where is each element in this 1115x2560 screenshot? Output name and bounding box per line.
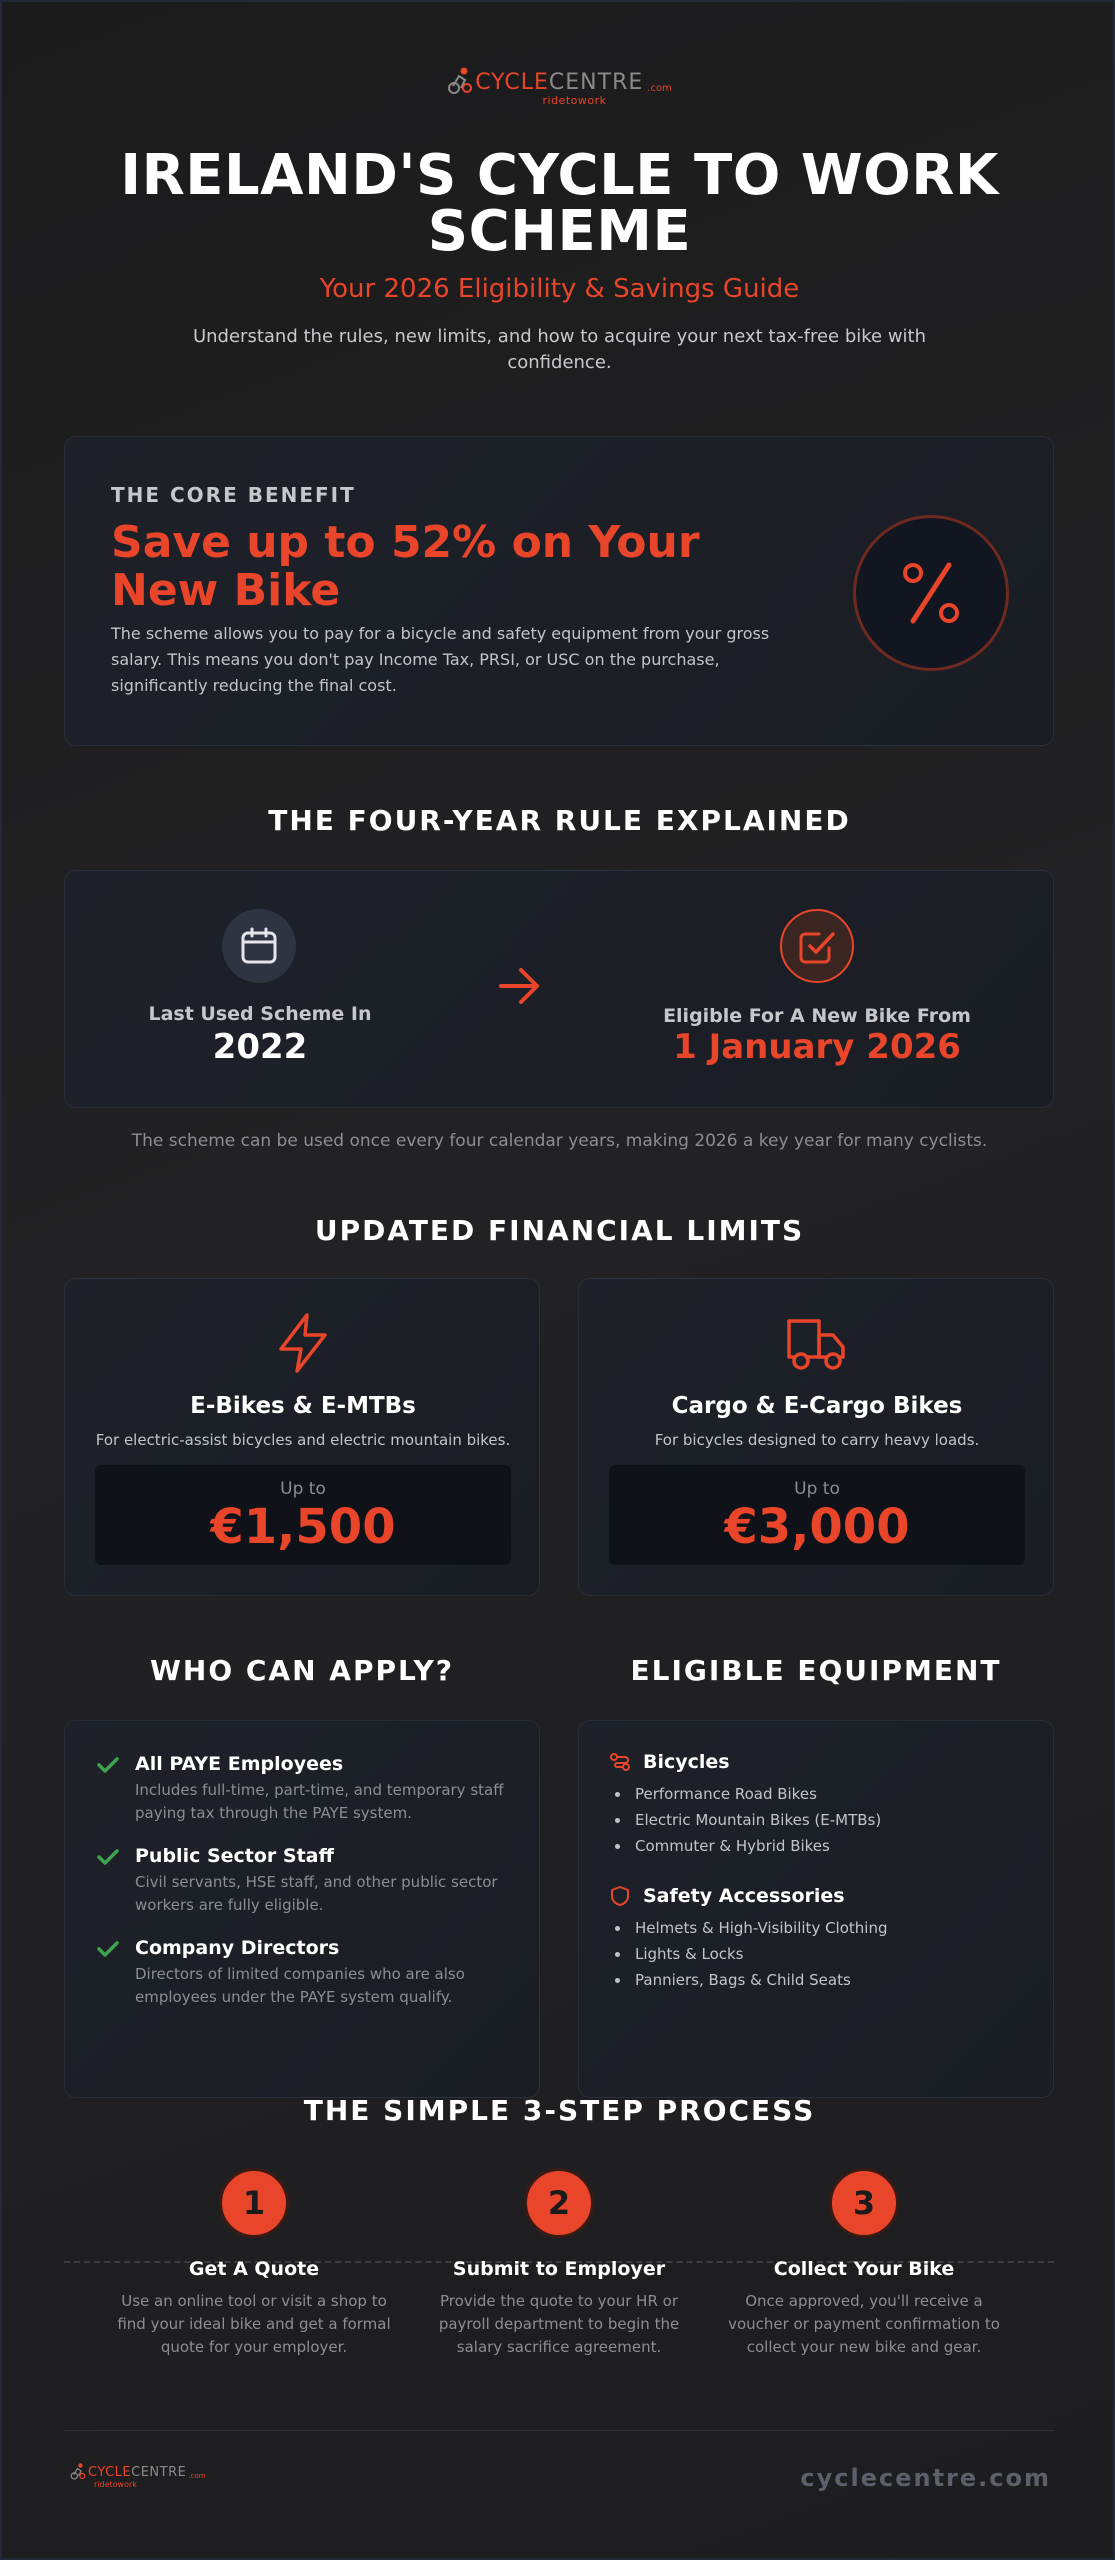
- limit-card-cargo: [578, 1278, 1054, 1596]
- equipment-list-safety: [609, 1915, 1029, 1993]
- footer-url-link[interactable]: cyclecentre.com: [800, 2464, 1051, 2492]
- logo-tagline: ridetowork: [542, 94, 607, 107]
- list-item: Performance Road Bikes: [609, 1781, 1029, 1807]
- step-2-desc-line-2: payroll department to begin the: [438, 2315, 680, 2333]
- percent-icon: [853, 515, 1009, 671]
- limit-title-cargo: Cargo & E-Cargo Bikes: [671, 1393, 963, 1419]
- page-title: [2, 143, 1115, 264]
- apply-card: [64, 1720, 540, 2098]
- process-section-title: THE SIMPLE 3-STEP PROCESS: [303, 2094, 816, 2127]
- price-cargo: €3,000: [724, 1499, 910, 1555]
- core-benefit-headline: [111, 519, 700, 615]
- limit-desc-cargo: For bicycles designed to carry heavy loads.: [654, 1431, 980, 1449]
- page-subtitle: Your 2026 Eligibility & Savings Guide: [319, 274, 800, 304]
- apply-title-directors: Company Directors: [135, 1937, 340, 1959]
- equipment-card: [578, 1720, 1054, 2098]
- logo-word-centre: CENTRE: [548, 70, 644, 95]
- intro-line-1: Understand the rules, new limits, and how to acquire your next tax-free bike with: [192, 326, 927, 347]
- limit-title-ebikes: E-Bikes & E-MTBs: [190, 1393, 416, 1419]
- eligible-date: 1 January 2026: [673, 1027, 961, 1067]
- apply-desc-directors-line-2: employees under the PAYE system qualify.: [135, 1988, 453, 2006]
- last-used-label: Last Used Scheme In: [148, 1003, 372, 1025]
- equipment-group-title-safety: Safety Accessories: [643, 1885, 845, 1907]
- step-3-desc-line-2: voucher or payment confirmation to: [728, 2315, 1000, 2333]
- page-title-line-2: SCHEME: [427, 199, 692, 264]
- equipment-group-safety: [609, 1885, 1029, 1993]
- apply-title-public-sector: Public Sector Staff: [135, 1845, 334, 1867]
- lightning-icon: [273, 1311, 333, 1375]
- core-benefit-body-line-2: salary. This means you don't pay Income Tax, PRSI, or USC on the purchase,: [111, 650, 720, 669]
- footer-divider: [64, 2430, 1054, 2431]
- apply-desc-public-sector: [135, 1871, 498, 1917]
- calendar-icon: [239, 926, 279, 966]
- core-benefit-eyebrow: THE CORE BENEFIT: [111, 483, 356, 507]
- list-item: Helmets & High-Visibility Clothing: [609, 1915, 1029, 1941]
- intro-line-2: confidence.: [507, 352, 612, 373]
- core-benefit-card: [64, 436, 1054, 746]
- calendar-badge: [222, 909, 296, 983]
- step-2-title: Submit to Employer: [452, 2258, 666, 2280]
- cyclist-logo-icon: [70, 2462, 86, 2480]
- step-1-title: Get A Quote: [188, 2258, 320, 2280]
- step-3-desc: [714, 2290, 1014, 2359]
- equipment-section-title: ELIGIBLE EQUIPMENT: [630, 1654, 1002, 1687]
- step-2-desc-line-1: Provide the quote to your HR or: [440, 2292, 678, 2310]
- step-2-circle: 2: [524, 2168, 594, 2238]
- step-1-desc: [104, 2290, 404, 2359]
- cyclist-logo-icon: [447, 66, 473, 94]
- apply-item-directors: [95, 1937, 465, 2009]
- step-3-desc-line-1: Once approved, you'll receive a: [745, 2292, 983, 2310]
- step-1-circle: 1: [219, 2168, 289, 2238]
- footer-logo-domain: .com: [188, 2472, 206, 2480]
- percent-badge: [853, 515, 1009, 671]
- logo-domain: .com: [647, 83, 672, 94]
- apply-section-title: WHO CAN APPLY?: [150, 1654, 454, 1687]
- core-benefit-headline-line-2: New Bike: [111, 565, 341, 616]
- arrow-right-icon: [495, 961, 545, 1011]
- step-2-desc: [409, 2290, 709, 2359]
- apply-desc-paye-line-2: paying tax through the PAYE system.: [135, 1804, 412, 1822]
- price-box-cargo: [609, 1465, 1025, 1565]
- upto-label-ebikes: Up to: [280, 1479, 326, 1499]
- shield-icon: [609, 1885, 631, 1907]
- core-benefit-body: [111, 621, 769, 699]
- footer-logo-word-centre: CENTRE: [131, 2465, 187, 2480]
- step-3-title: Collect Your Bike: [773, 2258, 955, 2280]
- core-benefit-headline-line-1: Save up to 52% on Your: [111, 517, 700, 568]
- apply-desc-directors: [135, 1963, 465, 2009]
- logo-word-cycle: CYCLE: [475, 70, 549, 95]
- apply-item-paye: [95, 1753, 504, 1825]
- limit-card-ebikes: [64, 1278, 540, 1596]
- page-title-line-1: IRELAND'S CYCLE TO WORK: [120, 143, 999, 208]
- core-benefit-body-line-1: The scheme allows you to pay for a bicycle and safety equipment from your gross: [111, 624, 770, 643]
- footer-logo-tagline: ridetowork: [94, 2480, 137, 2489]
- truck-icon: [783, 1313, 849, 1373]
- last-used-year: 2022: [212, 1027, 308, 1067]
- apply-desc-directors-line-1: Directors of limited companies who are also: [135, 1965, 465, 1983]
- equipment-list-bicycles: [609, 1781, 1029, 1859]
- price-ebikes: €1,500: [210, 1499, 396, 1555]
- step-1-desc-line-1: Use an online tool or visit a shop to: [121, 2292, 387, 2310]
- apply-title-paye: All PAYE Employees: [135, 1753, 344, 1775]
- step-3-desc-line-3: collect your new bike and gear.: [746, 2338, 982, 2356]
- limits-section-title: UPDATED FINANCIAL LIMITS: [314, 1214, 805, 1247]
- step-3-circle: 3: [829, 2168, 899, 2238]
- apply-item-public-sector: [95, 1845, 498, 1917]
- upto-label-cargo: Up to: [794, 1479, 840, 1499]
- checkmark-icon: [95, 1937, 135, 1961]
- footer-logo[interactable]: [70, 2462, 206, 2489]
- list-item: Lights & Locks: [609, 1941, 1029, 1967]
- four-year-section-title: THE FOUR-YEAR RULE EXPLAINED: [268, 804, 851, 837]
- core-benefit-body-line-3: significantly reducing the final cost.: [111, 676, 397, 695]
- list-item: Electric Mountain Bikes (E-MTBs): [609, 1807, 1029, 1833]
- price-box-ebikes: [95, 1465, 511, 1565]
- bicycle-icon: [609, 1751, 631, 1773]
- step-2-desc-line-3: salary sacrifice agreement.: [456, 2338, 662, 2356]
- intro-text: [2, 324, 1115, 376]
- apply-desc-public-sector-line-1: Civil servants, HSE staff, and other public sector: [135, 1873, 498, 1891]
- apply-desc-paye: [135, 1779, 504, 1825]
- equipment-group-title-bicycles: Bicycles: [643, 1751, 730, 1773]
- equipment-group-bicycles: [609, 1751, 1029, 1859]
- apply-desc-paye-line-1: Includes full-time, part-time, and temporary staff: [135, 1781, 504, 1799]
- four-year-card: [64, 870, 1054, 1108]
- four-year-note: The scheme can be used once every four calendar years, making 2026 a key year for many cyclists.: [131, 1131, 988, 1151]
- checkmark-icon: [95, 1753, 135, 1777]
- checkmark-icon: [95, 1845, 135, 1869]
- header-logo[interactable]: [2, 66, 1115, 107]
- apply-desc-public-sector-line-2: workers are fully eligible.: [135, 1896, 324, 1914]
- footer-logo-word-cycle: CYCLE: [88, 2465, 132, 2480]
- check-badge: [780, 909, 854, 983]
- step-1-desc-line-2: find your ideal bike and get a formal: [117, 2315, 391, 2333]
- limit-desc-ebikes: For electric-assist bicycles and electric mountain bikes.: [95, 1431, 511, 1449]
- list-item: Commuter & Hybrid Bikes: [609, 1833, 1029, 1859]
- list-item: Panniers, Bags & Child Seats: [609, 1967, 1029, 1993]
- check-square-icon: [797, 926, 837, 966]
- step-1-desc-line-3: quote for your employer.: [160, 2338, 348, 2356]
- eligible-label: Eligible For A New Bike From: [663, 1005, 971, 1027]
